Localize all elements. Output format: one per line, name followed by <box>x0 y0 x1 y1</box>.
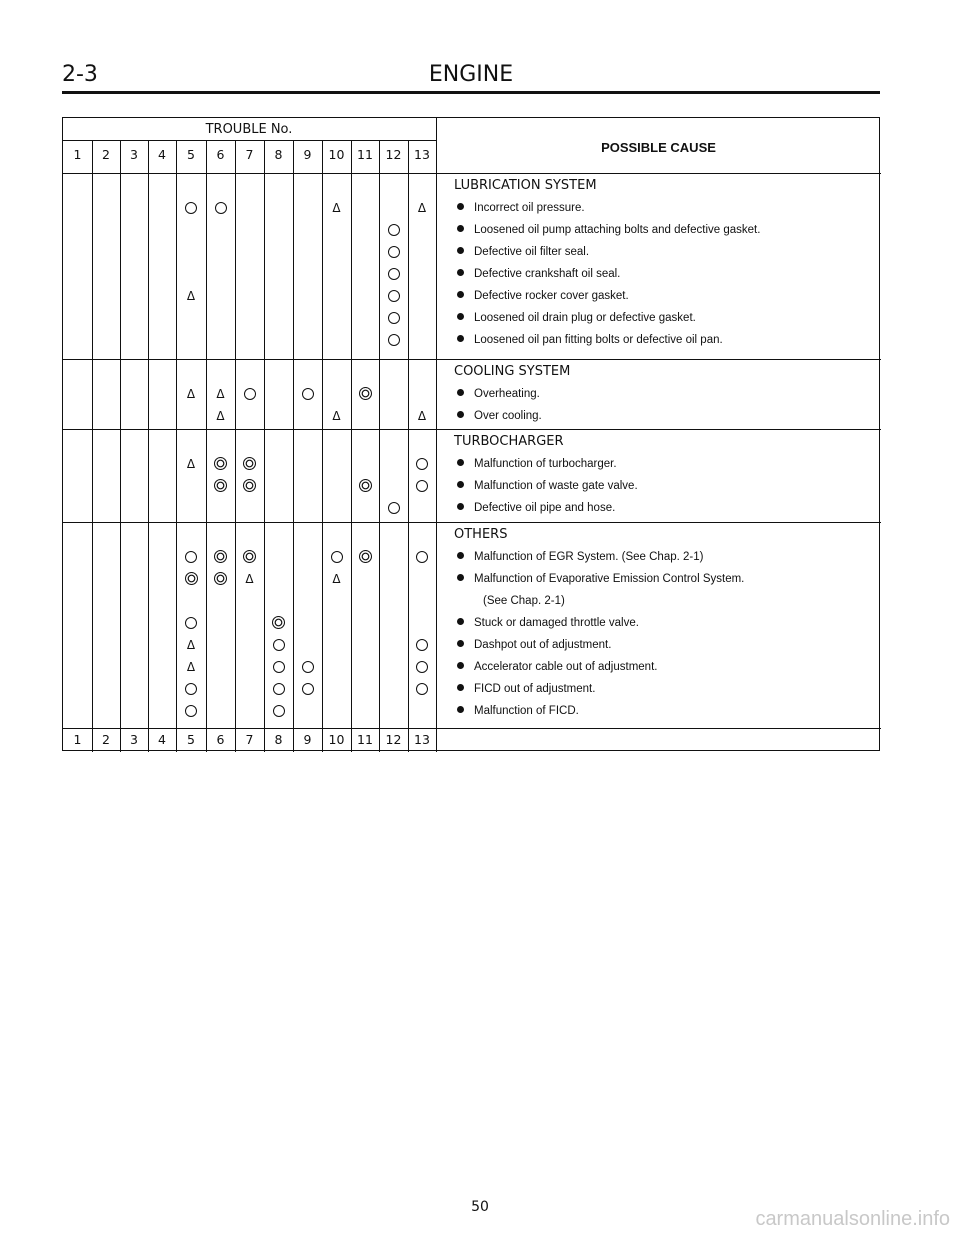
circle-symbol <box>388 224 400 236</box>
bullet-icon <box>457 552 464 559</box>
circle-mark-icon <box>265 700 293 722</box>
triangle-mark-icon <box>323 197 351 220</box>
circle-mark-icon <box>380 329 408 351</box>
page-number: 50 <box>471 1199 489 1215</box>
double-mark-icon <box>236 546 264 568</box>
triangle-symbol: Δ <box>186 638 196 652</box>
triangle-symbol: Δ <box>186 457 196 471</box>
trouble-number: 5 <box>187 147 195 162</box>
trouble-number: 11 <box>357 147 373 162</box>
trouble-number-footer: 11 <box>357 732 373 747</box>
circle-symbol <box>388 502 400 514</box>
double-symbol <box>214 479 227 492</box>
circle-mark-icon <box>265 678 293 700</box>
bullet-icon <box>457 706 464 713</box>
circle-symbol <box>416 661 428 673</box>
triangle-symbol: Δ <box>332 572 341 586</box>
bullet-icon <box>457 335 464 342</box>
double-symbol <box>359 479 372 492</box>
bullet-icon <box>457 503 464 510</box>
double-mark-icon <box>207 453 235 475</box>
header-bottom-line <box>63 173 881 174</box>
column-line <box>120 140 121 752</box>
cause-item: Malfunction of turbocharger. <box>454 453 617 475</box>
circle-mark-icon <box>294 383 322 405</box>
cause-item: Loosened oil pan fitting bolts or defective oil pan. <box>454 329 723 351</box>
group-divider <box>63 359 881 360</box>
circle-symbol <box>388 268 400 280</box>
circle-mark-icon <box>177 612 205 634</box>
page-title: ENGINE <box>428 62 514 87</box>
triangle-mark-icon <box>177 634 205 657</box>
circle-symbol <box>388 334 400 346</box>
triangle-mark-icon <box>408 405 436 428</box>
trouble-number: 13 <box>414 147 430 162</box>
trouble-number: 6 <box>216 147 225 162</box>
circle-symbol <box>416 551 428 563</box>
bullet-icon <box>457 662 464 669</box>
circle-symbol <box>215 202 227 214</box>
circle-symbol <box>302 388 314 400</box>
cause-item: Malfunction of Evaporative Emission Control System. <box>454 568 744 590</box>
triangle-mark-icon <box>177 656 205 679</box>
double-symbol <box>243 479 256 492</box>
double-symbol <box>214 457 227 470</box>
bullet-icon <box>457 389 464 396</box>
double-mark-icon <box>236 453 264 475</box>
triangle-mark-icon <box>177 453 205 476</box>
trouble-number: 4 <box>158 147 166 162</box>
cause-item: Loosened oil drain plug or defective gasket. <box>454 307 696 329</box>
cause-item: Malfunction of waste gate valve. <box>454 475 638 497</box>
bullet-icon <box>457 291 464 298</box>
bullet-icon <box>457 684 464 691</box>
column-line <box>235 140 236 752</box>
triangle-mark-icon <box>207 405 235 428</box>
bullet-icon <box>457 225 464 232</box>
triangle-symbol: Δ <box>245 572 254 586</box>
trouble-number-footer: 8 <box>274 732 283 747</box>
bullet-icon <box>457 640 464 647</box>
trouble-number-footer: 3 <box>130 732 138 747</box>
double-mark-icon <box>207 568 235 590</box>
triangle-symbol: Δ <box>417 201 427 215</box>
trouble-header: TROUBLE No. <box>205 122 293 137</box>
column-line <box>206 140 207 752</box>
circle-symbol <box>185 617 197 629</box>
double-symbol <box>272 616 285 629</box>
circle-symbol <box>273 639 285 651</box>
circle-mark-icon <box>323 546 351 568</box>
circle-mark-icon <box>236 383 264 405</box>
double-mark-icon <box>265 612 293 634</box>
possible-cause-header: POSSIBLE CAUSE <box>601 140 716 155</box>
group-title: OTHERS <box>454 527 508 542</box>
circle-symbol <box>185 683 197 695</box>
circle-symbol <box>388 312 400 324</box>
double-symbol <box>214 572 227 585</box>
trouble-number-footer: 6 <box>216 732 225 747</box>
bullet-icon <box>457 269 464 276</box>
bullet-icon <box>457 618 464 625</box>
bullet-icon <box>457 481 464 488</box>
triangle-mark-icon <box>323 405 351 428</box>
column-line <box>351 140 352 752</box>
double-symbol <box>214 550 227 563</box>
circle-symbol <box>302 683 314 695</box>
trouble-number-footer: 5 <box>187 732 195 747</box>
circle-mark-icon <box>177 197 205 219</box>
double-symbol <box>243 550 256 563</box>
trouble-number-footer: 2 <box>102 732 110 747</box>
circle-mark-icon <box>408 546 436 568</box>
circle-mark-icon <box>265 634 293 656</box>
trouble-number: 1 <box>73 147 82 162</box>
bullet-icon <box>457 574 464 581</box>
double-mark-icon <box>236 475 264 497</box>
section-number: 2-3 <box>62 62 98 87</box>
trouble-number: 12 <box>385 147 402 162</box>
trouble-number: 2 <box>102 147 110 162</box>
group-title: COOLING SYSTEM <box>454 364 571 379</box>
watermark: carmanualsonline.info <box>755 1208 950 1230</box>
column-line <box>92 140 93 752</box>
circle-mark-icon <box>408 656 436 678</box>
circle-symbol <box>185 705 197 717</box>
circle-mark-icon <box>207 197 235 219</box>
header-rule <box>62 91 880 94</box>
circle-symbol <box>416 458 428 470</box>
trouble-number-footer: 13 <box>414 732 430 747</box>
trouble-number: 8 <box>274 147 283 162</box>
circle-symbol <box>185 551 197 563</box>
circle-mark-icon <box>177 546 205 568</box>
triangle-symbol: Δ <box>186 387 196 401</box>
circle-mark-icon <box>380 219 408 241</box>
circle-mark-icon <box>265 656 293 678</box>
circle-symbol <box>273 705 285 717</box>
trouble-number-footer: 1 <box>73 732 82 747</box>
circle-symbol <box>244 388 256 400</box>
cause-item: Loosened oil pump attaching bolts and defective gasket. <box>454 219 760 241</box>
trouble-number: 7 <box>245 147 254 162</box>
bullet-icon <box>457 247 464 254</box>
circle-mark-icon <box>380 285 408 307</box>
group-divider <box>63 429 881 430</box>
trouble-number-footer: 4 <box>158 732 166 747</box>
trouble-number-footer: 7 <box>245 732 254 747</box>
circle-symbol <box>416 480 428 492</box>
triangle-mark-icon <box>323 568 351 591</box>
triangle-symbol: Δ <box>332 201 341 215</box>
circle-mark-icon <box>380 307 408 329</box>
bullet-icon <box>457 411 464 418</box>
group-title: TURBOCHARGER <box>454 434 564 449</box>
footer-row-line <box>63 728 881 729</box>
double-mark-icon <box>207 475 235 497</box>
triangle-symbol: Δ <box>417 409 427 423</box>
group-divider <box>63 522 881 523</box>
cause-item: Defective rocker cover gasket. <box>454 285 629 307</box>
circle-symbol <box>416 639 428 651</box>
circle-symbol <box>273 683 285 695</box>
cause-item: Over cooling. <box>454 405 542 427</box>
circle-mark-icon <box>380 263 408 285</box>
trouble-number: 10 <box>328 147 345 162</box>
circle-mark-icon <box>408 634 436 656</box>
circle-mark-icon <box>294 678 322 700</box>
triangle-symbol: Δ <box>216 387 225 401</box>
header-divider <box>63 140 436 141</box>
trouble-number: 9 <box>303 147 312 162</box>
trouble-number-footer: 10 <box>328 732 345 747</box>
bullet-icon <box>457 313 464 320</box>
triangle-symbol: Δ <box>332 409 341 423</box>
triangle-symbol: Δ <box>186 289 196 303</box>
circle-symbol <box>416 683 428 695</box>
circle-symbol <box>388 290 400 302</box>
triangle-mark-icon <box>177 383 205 406</box>
bullet-icon <box>457 203 464 210</box>
circle-symbol <box>185 202 197 214</box>
trouble-number-footer: 12 <box>385 732 402 747</box>
triangle-symbol: Δ <box>186 660 196 674</box>
circle-mark-icon <box>294 656 322 678</box>
cause-item: Dashpot out of adjustment. <box>454 634 611 656</box>
triangle-mark-icon <box>207 383 235 406</box>
triangle-mark-icon <box>177 285 205 308</box>
double-symbol <box>243 457 256 470</box>
triangle-mark-icon <box>236 568 264 591</box>
column-line <box>148 140 149 752</box>
circle-mark-icon <box>177 678 205 700</box>
cause-item: Malfunction of EGR System. (See Chap. 2-1) <box>454 546 703 568</box>
double-symbol <box>359 550 372 563</box>
cause-divider <box>436 118 437 752</box>
group-title: LUBRICATION SYSTEM <box>454 178 597 193</box>
trouble-number-footer: 9 <box>303 732 312 747</box>
circle-mark-icon <box>380 497 408 519</box>
circle-mark-icon <box>177 700 205 722</box>
cause-item: Defective crankshaft oil seal. <box>454 263 620 285</box>
circle-symbol <box>388 246 400 258</box>
double-mark-icon <box>351 383 379 405</box>
triangle-symbol: Δ <box>216 409 225 423</box>
cause-item: FICD out of adjustment. <box>454 678 595 700</box>
cause-item: Incorrect oil pressure. <box>454 197 585 219</box>
circle-symbol <box>302 661 314 673</box>
double-mark-icon <box>207 546 235 568</box>
double-symbol <box>185 572 198 585</box>
cause-item: Defective oil filter seal. <box>454 241 589 263</box>
cause-item: Stuck or damaged throttle valve. <box>454 612 639 634</box>
circle-mark-icon <box>408 678 436 700</box>
triangle-mark-icon <box>408 197 436 220</box>
double-mark-icon <box>351 475 379 497</box>
double-symbol <box>359 387 372 400</box>
double-mark-icon <box>351 546 379 568</box>
double-mark-icon <box>177 568 205 590</box>
trouble-number: 3 <box>130 147 138 162</box>
cause-item: Overheating. <box>454 383 540 405</box>
cause-item: Accelerator cable out of adjustment. <box>454 656 657 678</box>
bullet-icon <box>457 459 464 466</box>
circle-symbol <box>273 661 285 673</box>
cause-item: Defective oil pipe and hose. <box>454 497 615 519</box>
cause-item: Malfunction of FICD. <box>454 700 579 722</box>
circle-symbol <box>331 551 343 563</box>
trouble-table <box>62 117 880 751</box>
page-header <box>62 58 880 98</box>
circle-mark-icon <box>408 475 436 497</box>
circle-mark-icon <box>380 241 408 263</box>
column-line <box>322 140 323 752</box>
circle-mark-icon <box>408 453 436 475</box>
cause-continuation: (See Chap. 2-1) <box>483 595 565 607</box>
